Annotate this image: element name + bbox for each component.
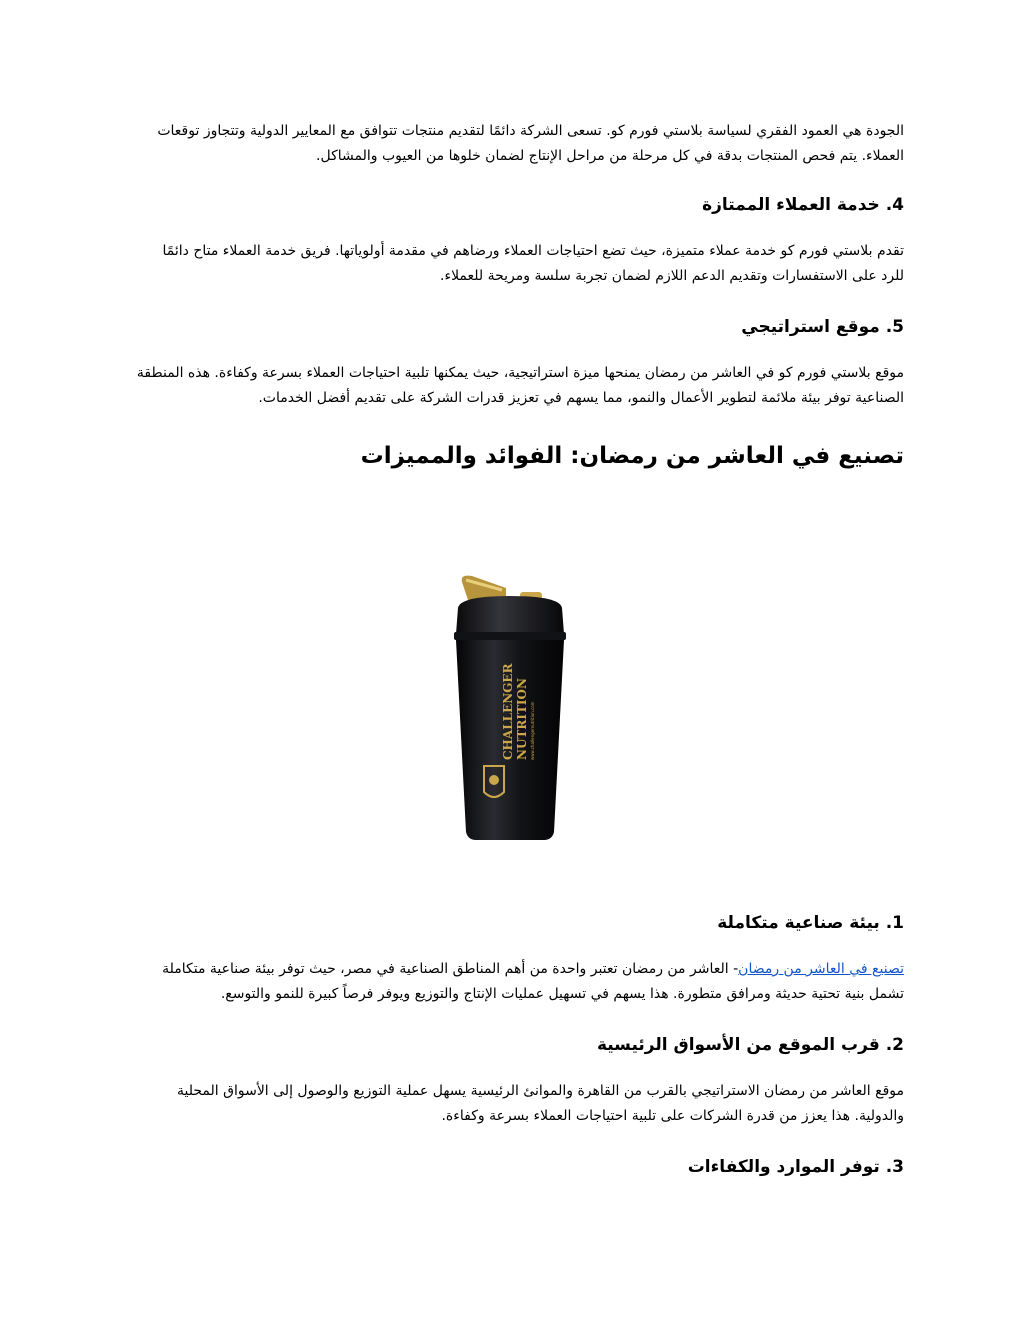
section-5-line-2: الصناعية توفر بيئة ملائمة لتطوير الأعمال والنمو، مما يسهم في تعزيز قدرات الشركة على تقديم أفضل الخدمات. — [258, 390, 904, 406]
brand-line-1: CHALLENGER — [501, 663, 515, 760]
section-4-paragraph — [114, 239, 904, 289]
sub-2-heading: 2. قرب الموقع من الأسواق الرئيسية — [596, 1035, 904, 1055]
sub-1-line-2: تشمل بنية تحتية حديثة ومرافق متطورة. هذا يسهم في تسهيل عمليات الإنتاج والتوزيع ويوفر فرصاً كبيرة للنمو والتوسع. — [220, 986, 904, 1002]
section-5-line-1: موقع بلاستي فورم كو في العاشر من رمضان يمنحها ميزة استراتيجية، حيث يمكنها تلبية احتياجات العملاء بسرعة وكفاءة. هذه المنطقة — [136, 365, 904, 381]
sub-1-line-1 — [114, 957, 904, 982]
bottle-cap — [456, 596, 564, 634]
brand-url: www.challengernutrition.com — [530, 701, 535, 760]
sub-2-line-2: والدولية. هذا يعزز من قدرة الشركات على تلبية احتياجات العملاء بسرعة وكفاءة. — [441, 1108, 904, 1124]
product-image — [440, 570, 580, 845]
sub-1-paragraph — [114, 957, 904, 1007]
sub-2-paragraph — [114, 1079, 904, 1129]
section-4-heading: 4. خدمة العملاء الممتازة — [702, 195, 904, 215]
section-4-line-1: تقدم بلاستي فورم كو خدمة عملاء متميزة، حيث تضع احتياجات العملاء ورضاهم في مقدمة أولوياتها. فريق خدمة العملاء متاح دائمًا — [162, 243, 904, 259]
main-heading: تصنيع في العاشر من رمضان: الفوائد والمميزات — [360, 443, 904, 469]
quality-line-2: العملاء. يتم فحص المنتجات بدقة في كل مرحلة من مراحل الإنتاج لضمان خلوها من العيوب والمشاكل. — [316, 148, 904, 164]
sub-2-line-1: موقع العاشر من رمضان الاستراتيجي بالقرب من القاهرة والموانئ الرئيسية يسهل عملية التوزيع والوصول إلى الأسواق المحلية — [177, 1083, 904, 1099]
sub-3-heading: 3. توفر الموارد والكفاءات — [687, 1157, 904, 1177]
brand-line-2: NUTRITION — [515, 678, 529, 760]
sub-1-line-1-rest: - العاشر من رمضان تعتبر واحدة من أهم المناطق الصناعية في مصر، حيث توفر بيئة صناعية متكاملة — [162, 961, 739, 977]
sub-1-heading: 1. بيئة صناعية متكاملة — [717, 913, 904, 933]
quality-paragraph — [114, 119, 904, 169]
section-5-paragraph — [114, 361, 904, 411]
section-5-heading: 5. موقع استراتيجي — [741, 317, 904, 337]
quality-line-1: الجودة هي العمود الفقري لسياسة بلاستي فورم كو. تسعى الشركة دائمًا لتقديم منتجات تتوافق مع المعايير الدولية وتتجاوز توقعات — [157, 123, 904, 139]
shaker-bottle-image — [440, 570, 580, 845]
section-4-line-2: للرد على الاستفسارات وتقديم الدعم اللازم لضمان تجربة سلسة ومريحة للعملاء. — [440, 268, 904, 284]
manufacturing-link[interactable]: تصنيع في العاشر من رمضان — [738, 961, 904, 977]
